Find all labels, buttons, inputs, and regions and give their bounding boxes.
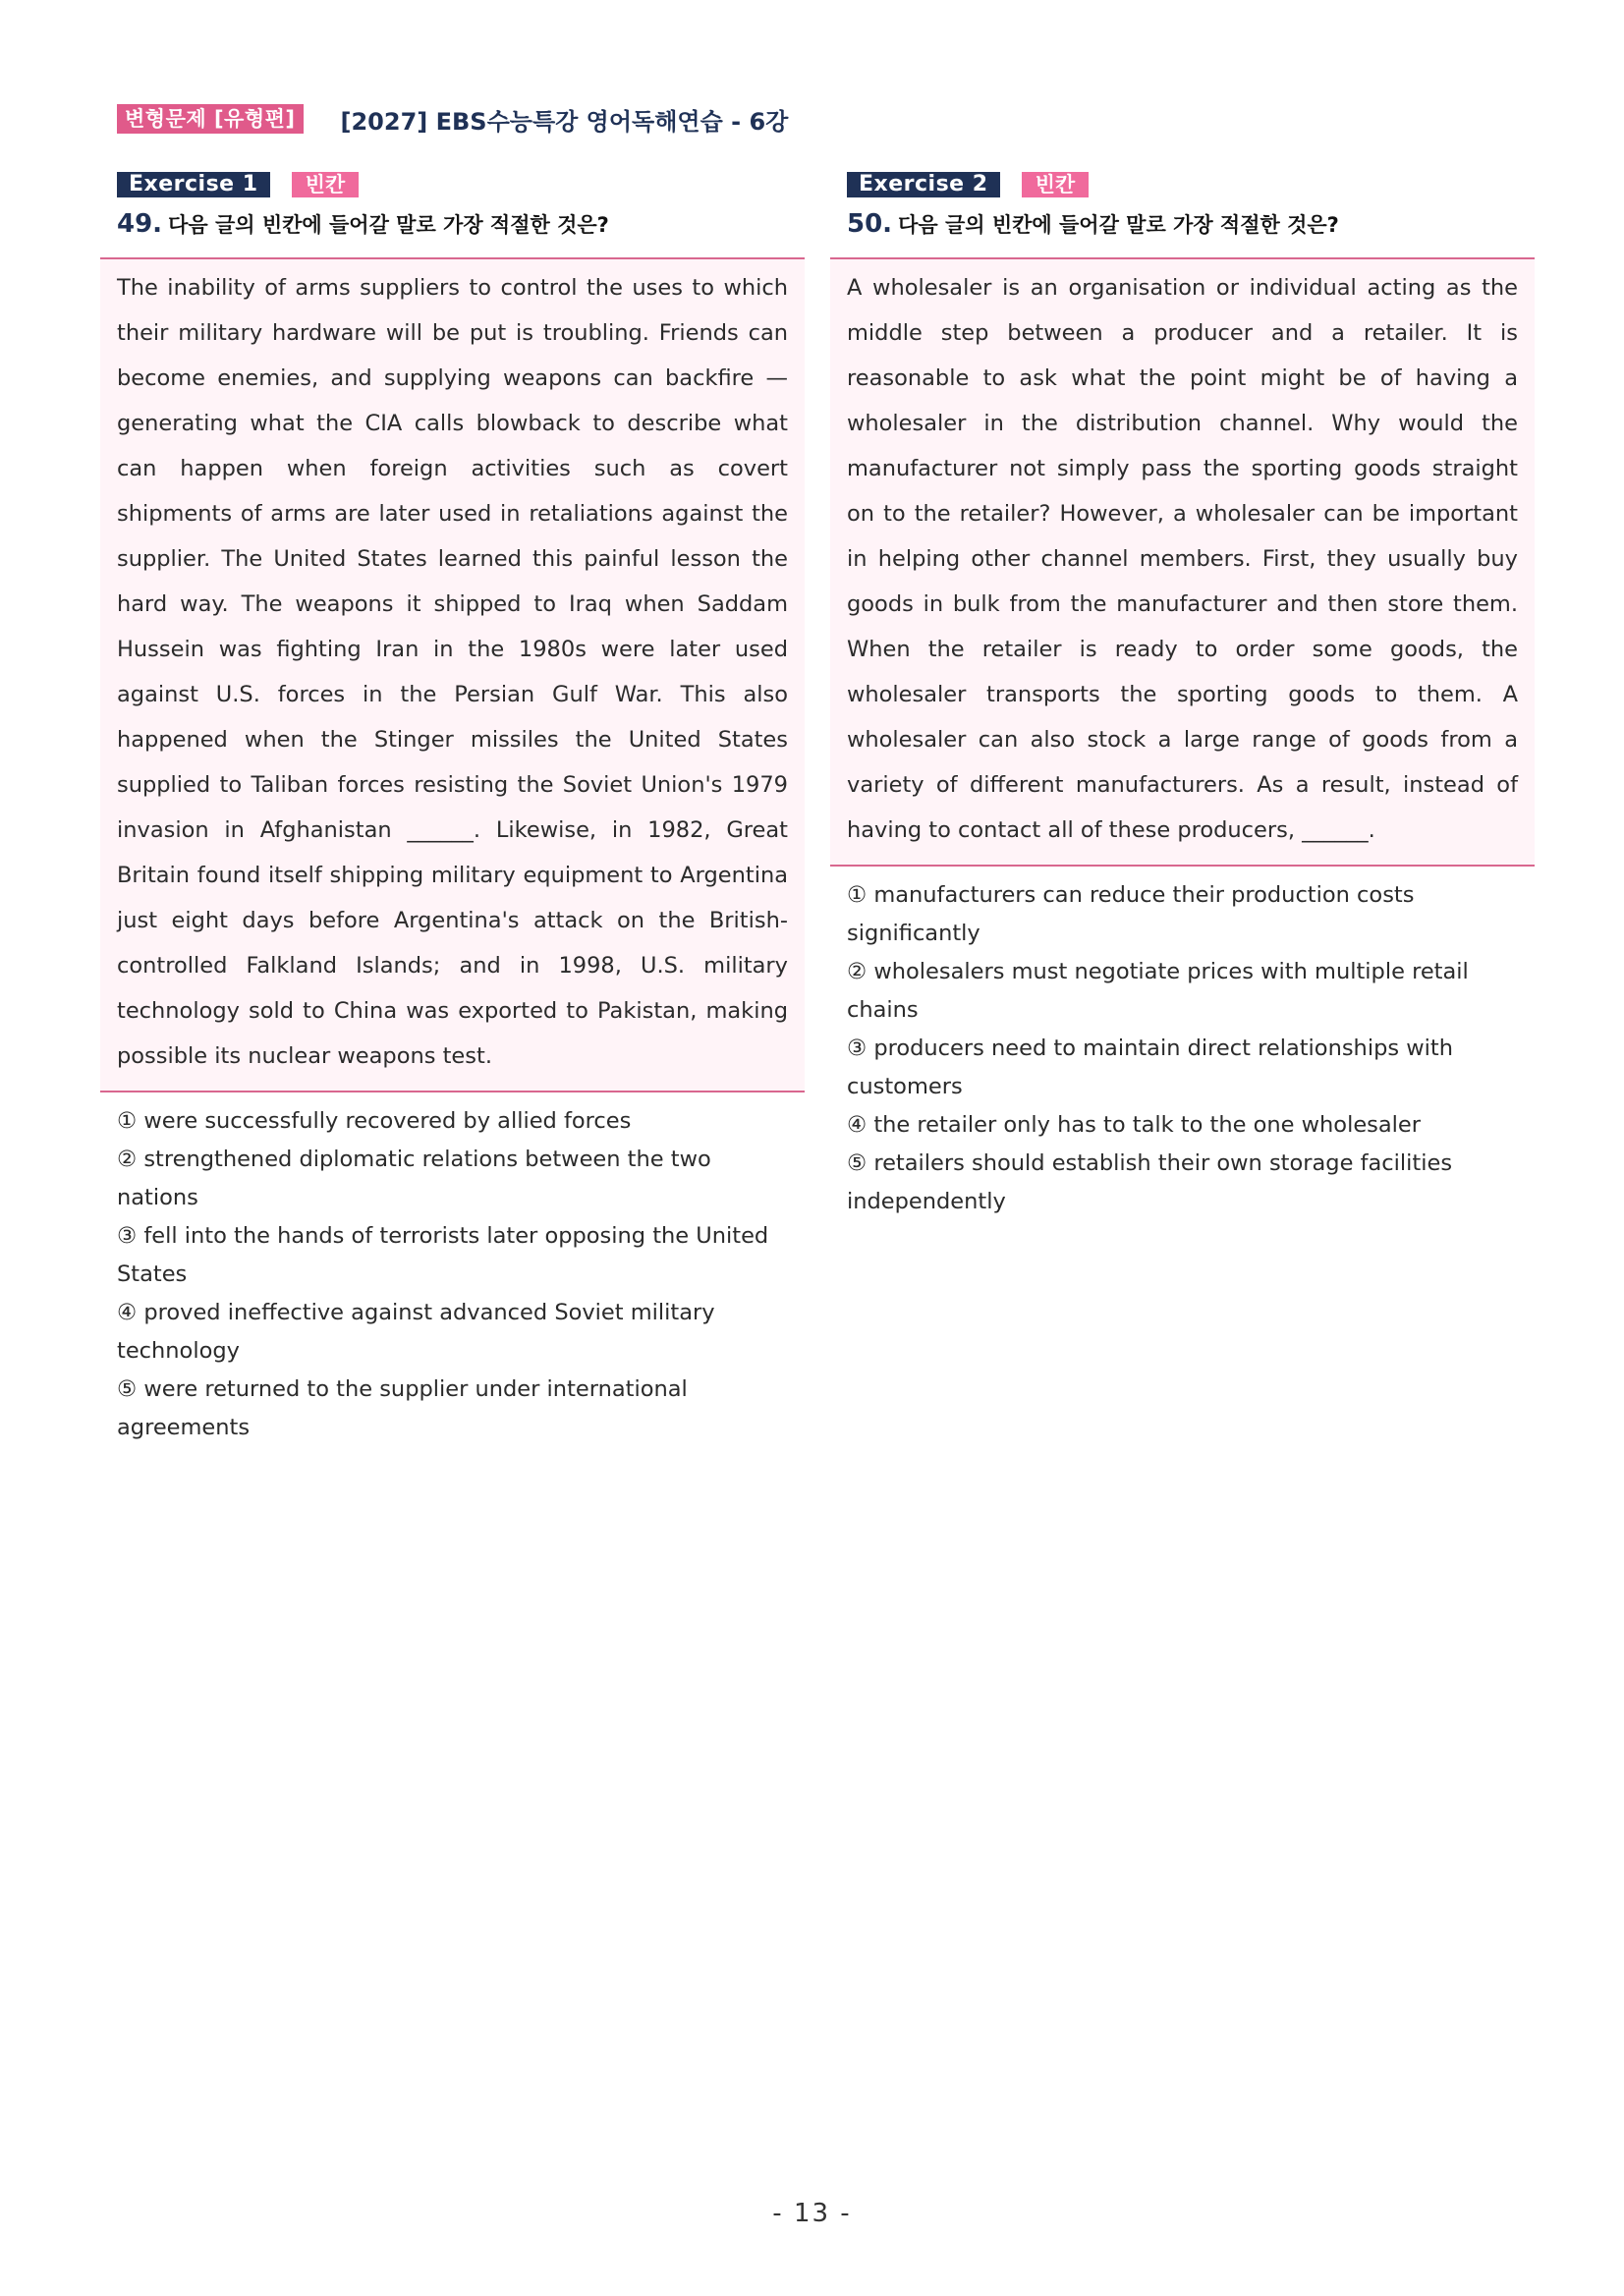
question-number: 49. [117,209,163,239]
exercise-heading [117,172,805,197]
question-stem [847,207,1535,241]
answer-choices [100,1102,805,1447]
choice-4[interactable]: ④ proved ineffective against advanced Soviet military technology [117,1300,715,1364]
choice-1[interactable]: ① manufacturers can reduce their production costs significantly [847,882,1415,946]
question-text: 다음 글의 빈칸에 들어갈 말로 가장 적절한 것은? [168,213,609,237]
choice-4[interactable]: ④ the retailer only has to talk to the one wholesaler [847,1112,1422,1138]
exercise-label: Exercise 1 [117,172,270,197]
choice-3[interactable]: ③ fell into the hands of terrorists later opposing the United States [117,1223,769,1287]
answer-choices [830,876,1535,1221]
exercise-label: Exercise 2 [847,172,1000,197]
document-title: [2027] EBS수능특강 영어독해연습 - 6강 [340,107,789,136]
choice-2[interactable]: ② wholesalers must negotiate prices with multiple retail chains [847,959,1469,1023]
exercise-2 [830,172,1535,1221]
page-number: - 13 - [772,2199,852,2228]
choice-5[interactable]: ⑤ retailers should establish their own storage facilities independently [847,1150,1453,1214]
passage-box: A wholesaler is an organisation or individual acting as the middle step between a producer and a retailer. It is reasonable to ask what the point might be of having a wholesaler in the distribution channel. Why would the manufacturer not simply pass the sporting goods straight on to the retailer? However, a wholesaler can be important in helping other channel members. First, they usually buy goods in bulk from the manufacturer and then store them. When the retailer is ready to order some goods, the wholesaler transports the sporting goods to them. A wholesaler can also stock a large range of goods from a variety of different manufacturers. As a result, instead of having to contact all of these producers, ______. [830,257,1535,867]
section-tag: 변형문제 [유형편] [117,104,304,134]
question-stem [117,207,805,241]
passage-box: The inability of arms suppliers to control the uses to which their military hardware will be put is troubling. Friends can become enemies, and supplying weapons can backfire — generating what the CIA calls blowback to describe what can happen when foreign activities such as covert shipments of arms are later used in retaliations against the supplier. The United States learned this painful lesson the hard way. The weapons it shipped to Iraq when Saddam Hussein was fighting Iran in the 1980s were later used against U.S. forces in the Persian Gulf War. This also happened when the Stinger missiles the United States supplied to Taliban forces resisting the Soviet Union's 1979 invasion in Afghanistan ______. Likewise, in 1982, Great Britain found itself shipping military equipment to Argentina just eight days before Argentina's attack on the British-controlled Falkland Islands; and in 1998, U.S. military technology sold to China was exported to Pakistan, making possible its nuclear weapons test. [100,257,805,1092]
question-number: 50. [847,209,893,239]
choice-2[interactable]: ② strengthened diplomatic relations between the two nations [117,1147,711,1210]
question-text: 다음 글의 빈칸에 들어갈 말로 가장 적절한 것은? [898,213,1339,237]
exercise-heading [847,172,1535,197]
choice-1[interactable]: ① were successfully recovered by allied forces [117,1108,632,1134]
exercise-1 [100,172,805,1447]
choice-3[interactable]: ③ producers need to maintain direct relationships with customers [847,1036,1453,1099]
exercise-type-badge: 빈칸 [292,172,360,197]
exercise-type-badge: 빈칸 [1022,172,1090,197]
choice-5[interactable]: ⑤ were returned to the supplier under international agreements [117,1376,688,1440]
page-header [117,102,788,136]
